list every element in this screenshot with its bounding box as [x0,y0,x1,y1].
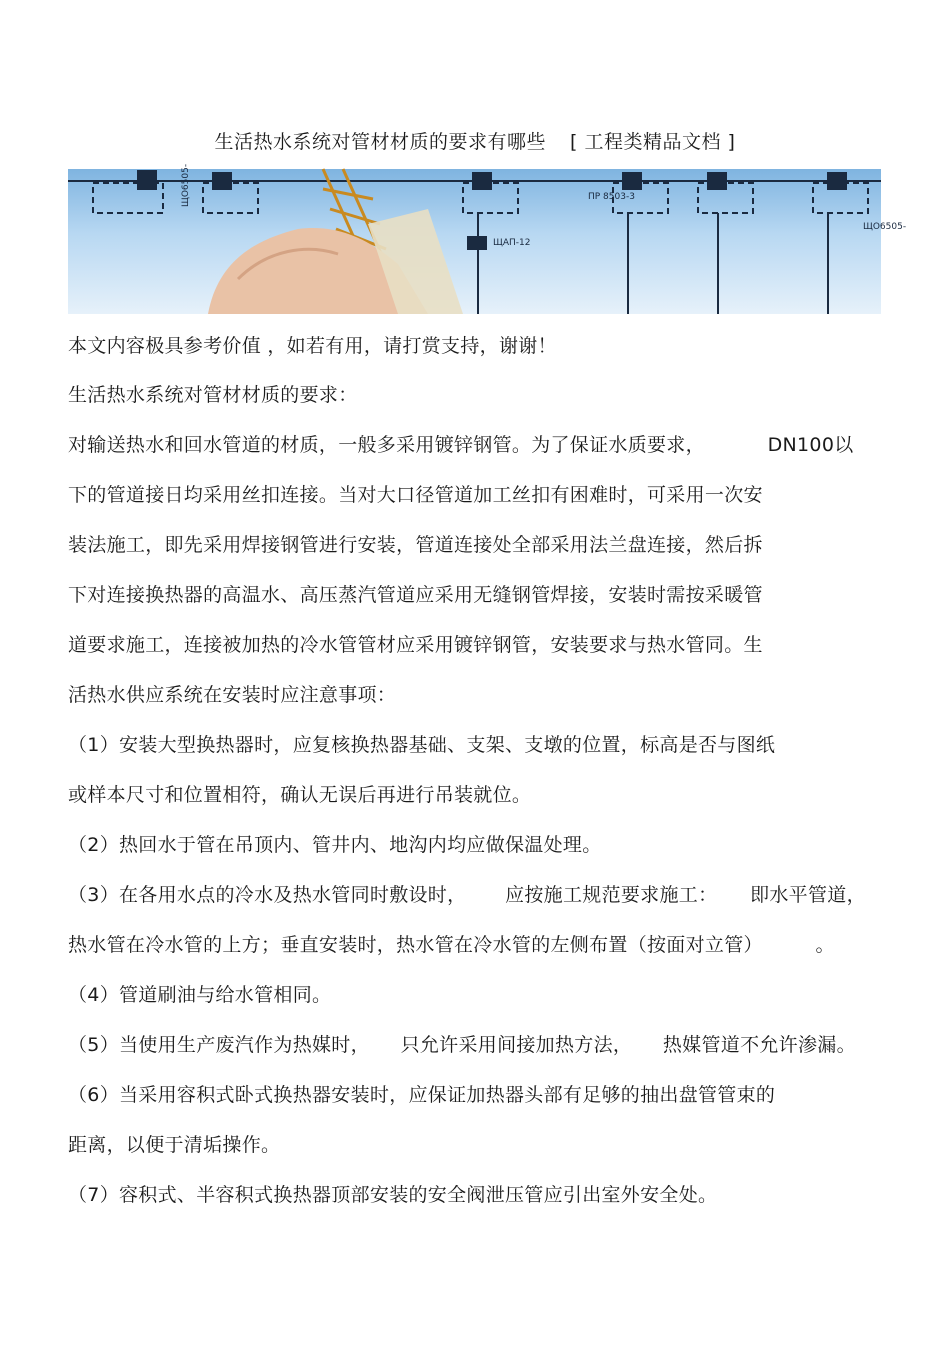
paragraph-text: 对输送热水和回水管道的材质，一般多采用镀锌钢管。为了保证水质要求， [68,434,705,456]
title-text: 生活热水系统对管材材质的要求有哪些 [214,131,547,153]
section-heading: 生活热水系统对管材材质的要求： [68,384,358,406]
paragraph-line: 下的管道接日均采用丝扣连接。当对大口径管道加工丝扣有困难时，可采用一次安 [68,484,763,506]
list-item [68,1030,856,1057]
list-text: 只允许采用间接加热方法， [400,1034,633,1056]
list-text: 应按施工规范要求施工： [505,884,718,906]
title-tag: [ 工程类精品文档 ] [570,131,736,153]
list-text: 热媒管道不允许渗漏。 [662,1034,856,1056]
banner-label: ЩО6505- [181,163,191,207]
list-item: （2）热回水于管在吊顶内、管井内、地沟内均应做保温处理。 [68,834,602,856]
list-text: （5）当使用生产废汽作为热媒时， [68,1034,370,1056]
paragraph-text: DN100以 [767,434,854,456]
paragraph-line: 道要求施工，连接被加热的冷水管管材应采用镀锌钢管，安装要求与热水管同。生 [68,634,763,656]
banner-label: ЩО6505- [863,222,907,232]
list-text: 即水平管道， [750,884,866,906]
paragraph-line: 装法施工，即先采用焊接钢管进行安装，管道连接处全部采用法兰盘连接，然后拆 [68,534,763,556]
list-item-continued: 或样本尺寸和位置相符，确认无误后再进行吊装就位。 [68,784,532,806]
list-item: （1）安装大型换热器时，应复核换热器基础、支架、支墩的位置，标高是否与图纸 [68,734,776,756]
list-item: （7）容积式、半容积式换热器顶部安装的安全阀泄压管应引出室外安全处。 [68,1184,718,1206]
list-text: （3）在各用水点的冷水及热水管同时敷设时， [68,884,467,906]
list-item-continued [68,930,835,957]
banner-label: ПР 8503-3 [588,192,635,202]
list-text: 热水管在冷水管的上方；垂直安装时，热水管在冷水管的左侧布置（按面对立管） [68,934,763,956]
intro-line: 本文内容极具参考价值 ，如若有用，请打赏支持，谢谢！ [68,335,557,357]
banner-label: ЩАП-12 [493,238,531,248]
list-item: （6）当采用容积式卧式换热器安装时，应保证加热器头部有足够的抽出盘管管束的 [68,1084,776,1106]
list-text: 。 [815,934,835,956]
list-item-continued: 距离，以便于清垢操作。 [68,1134,281,1156]
banner-illustration [68,163,907,314]
list-item [68,880,866,907]
document-title [0,127,950,154]
list-item: （4）管道刷油与给水管相同。 [68,984,332,1006]
paragraph-line: 活热水供应系统在安装时应注意事项： [68,684,397,706]
banner-image [68,163,907,314]
paragraph-line: 下对连接换热器的高温水、高压蒸汽管道应采用无缝钢管焊接，安装时需按采暖管 [68,584,763,606]
paragraph-line [68,430,854,457]
